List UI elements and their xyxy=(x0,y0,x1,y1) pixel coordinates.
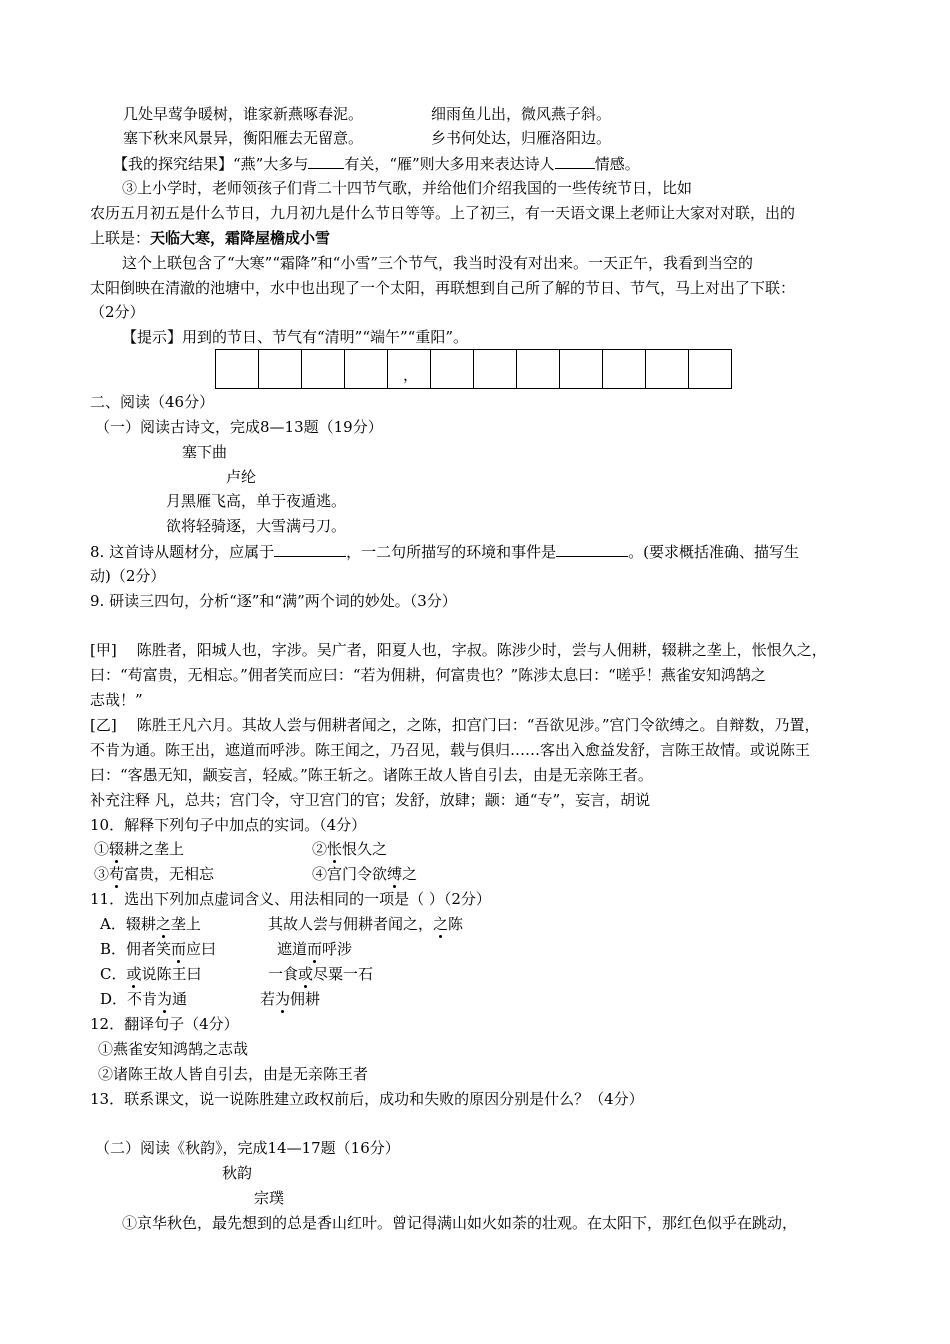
q11-b-cmp-dotted: 而 xyxy=(307,940,323,958)
paragraph-line: 农历五月初五是什么节日，九月初九是什么节日等等。上了初三，有一天语文课上老师让大家对对联，出的 xyxy=(90,204,796,222)
q11-d-cmp-text: 佣耕 xyxy=(290,990,321,1008)
q10-d-num: ④宫门令欲 xyxy=(312,865,388,883)
q8-suffix: 。(要求概括准确、描写生 xyxy=(628,543,799,561)
q11-a-dotted: 之 xyxy=(155,915,171,933)
comma: ， xyxy=(403,366,419,384)
explore-prefix: 【我的探究结果】“燕”大多与 xyxy=(113,155,309,173)
q10-item xyxy=(312,864,417,884)
q12-sentence: ①燕雀安知鸿鹄之志哉 xyxy=(98,1040,249,1058)
hint: 【提示】用到的节日、节气有“清明”“端午”“重阳”。 xyxy=(122,328,469,346)
paragraph-line: 这个上联包含了“大寒”“霜降”和“小雪”三个节气，我当时没有对出来。一天正午，我看到当空的 xyxy=(122,254,754,272)
jia-line: 志哉！” xyxy=(90,691,143,709)
q11-option-d[interactable] xyxy=(100,989,187,1009)
question-8 xyxy=(90,541,799,562)
answer-blank[interactable] xyxy=(308,153,344,169)
q11-d-dotted: 为 xyxy=(157,990,173,1008)
q10-item xyxy=(94,839,184,859)
grid-cell[interactable] xyxy=(216,350,259,388)
q8-prefix: 这首诗从题材分，应属于 xyxy=(104,543,275,561)
q10-a-dotted: 辍 xyxy=(109,840,125,858)
couplet-prefix: 上联是： xyxy=(90,229,151,247)
q11-c-text: 说陈王曰 xyxy=(141,965,202,983)
q11-option-d-compare xyxy=(260,989,320,1009)
essay-title: 秋韵 xyxy=(222,1164,253,1182)
q10-a-num: ① xyxy=(94,840,110,858)
q11-d-cmp-text: 若 xyxy=(260,990,276,1008)
jia-tag: [甲] xyxy=(90,641,117,659)
q11-option-b-compare xyxy=(277,939,352,959)
q10-c-dotted: 苟 xyxy=(109,865,125,883)
couplet-text: 天临大寒，霜降屋檐成小雪 xyxy=(150,229,331,247)
grid-cell[interactable] xyxy=(302,350,345,388)
yi-text: 陈胜王凡六月。其故人尝与佣耕者闻之，之陈，扣宫门曰：“吾欲见涉。”宫门令欲缚之。自辩数，乃置， xyxy=(136,716,820,734)
q8-mid: ，一二句所描写的环境和事件是 xyxy=(346,543,557,561)
q11-option-a-compare xyxy=(268,914,463,934)
q11-c-cmp-dotted: 或 xyxy=(298,965,314,983)
q10-c-rest: 富贵，无相忘 xyxy=(124,865,215,883)
answer-blank[interactable] xyxy=(555,153,595,169)
yi-line: 曰：“客愚无知，颛妄言，轻威。”陈王斩之。诸陈王故人皆自引去，由是无亲陈王者。 xyxy=(90,766,653,784)
q11-b-dotted: 而 xyxy=(171,940,187,958)
q10-b-num: ② xyxy=(312,840,328,858)
q11-c-dotted: 或 xyxy=(126,965,142,983)
answer-blank[interactable] xyxy=(274,541,346,557)
q11-option-b[interactable] xyxy=(100,939,216,959)
essay-paragraph: ①京华秋色，最先想到的总是香山红叶。曾记得满山如火如荼的壮观。在太阳下，那红色似乎在跳动， xyxy=(122,1214,798,1232)
q10-b-rest: 恨久之 xyxy=(342,840,388,858)
q11-option-c[interactable] xyxy=(100,964,202,984)
poem-line: 月黑雁飞高，单于夜遁逃。 xyxy=(166,492,347,510)
grid-cell[interactable] xyxy=(474,350,517,388)
poem-author: 卢纶 xyxy=(226,468,257,486)
q10-a-rest: 耕之垄上 xyxy=(124,840,185,858)
jia-line xyxy=(90,640,827,660)
grid-cell[interactable] xyxy=(345,350,388,388)
q11-a-cmp-text: 其故人尝与佣耕者闻之， xyxy=(268,915,434,933)
explore-mid: 有关，“雁”则大多用来表达诗人 xyxy=(344,155,555,173)
poem-line: 塞下秋来风景异，衡阳雁去无留意。 xyxy=(123,129,364,147)
q8-line2: 动)（2分） xyxy=(90,567,166,585)
q10-b-dotted: 怅 xyxy=(327,840,343,858)
section-title: 二、阅读（46分） xyxy=(90,393,215,411)
couplet-line xyxy=(90,228,330,248)
explore-result xyxy=(113,153,640,174)
score-note: （2分） xyxy=(90,303,145,321)
q11-a-text: A．辍耕 xyxy=(100,915,156,933)
yi-line xyxy=(90,715,820,735)
paragraph-line: ③上小学时，老师领孩子们背二十四节气歌，并给他们介绍我国的一些传统节日，比如 xyxy=(122,179,693,197)
q9-text: 研读三四句，分析“逐”和“满”两个词的妙处。（3分） xyxy=(104,592,457,610)
q11-d-text: D．不肯 xyxy=(100,990,158,1008)
q12-title: 12．翻译句子（4分） xyxy=(90,1015,239,1033)
q11-c-text: C． xyxy=(100,965,127,983)
q11-c-cmp-text: 一食 xyxy=(268,965,299,983)
q10-d-dotted: 缚 xyxy=(387,865,403,883)
q11-b-text: 应曰 xyxy=(186,940,217,958)
grid-cell[interactable] xyxy=(259,350,302,388)
q11-b-cmp-text: 遮道 xyxy=(277,940,308,958)
grid-cell[interactable] xyxy=(646,350,689,388)
q11-d-cmp-dotted: 为 xyxy=(275,990,291,1008)
q11-d-text: 通 xyxy=(172,990,188,1008)
yi-line: 不肯为通。陈王出，遮道而呼涉。陈王闻之，乃召见，载与俱归……客出入愈益发舒，言陈王故情。或说陈王 xyxy=(90,741,811,759)
q11-a-cmp-dotted: 之 xyxy=(433,915,449,933)
poem-title: 塞下曲 xyxy=(182,443,228,461)
poem-line: 几处早莺争暖树，谁家新燕啄春泥。 xyxy=(123,105,364,123)
explore-suffix: 情感。 xyxy=(594,155,640,173)
q11-option-a[interactable] xyxy=(100,914,201,934)
grid-cell[interactable] xyxy=(431,350,474,388)
q10-d-rest: 之 xyxy=(402,865,418,883)
q9-number: 9. xyxy=(90,592,105,610)
annotation: 补充注释 凡，总共；宫门令，守卫宫门的官；发舒，放肆；颛：通“专”，妄言，胡说 xyxy=(90,791,651,809)
grid-cell[interactable] xyxy=(517,350,560,388)
question-9 xyxy=(90,591,457,611)
grid-cell-comma xyxy=(388,350,431,388)
q10-title: 10．解释下列句子中加点的实词。（4分） xyxy=(90,816,367,834)
yi-tag: [乙] xyxy=(90,716,117,734)
poem-line: 乡书何处达，归雁洛阳边。 xyxy=(431,129,612,147)
grid-cell[interactable] xyxy=(603,350,646,388)
grid-cell[interactable] xyxy=(689,350,731,388)
answer-blank[interactable] xyxy=(556,541,628,557)
part-title: （二）阅读《秋韵》，完成14—17题（16分） xyxy=(95,1139,400,1157)
q8-number: 8. xyxy=(90,543,105,561)
part-title: （一）阅读古诗文，完成8—13题（19分） xyxy=(95,418,383,436)
grid-cell[interactable] xyxy=(560,350,603,388)
q11-a-text: 垄上 xyxy=(170,915,201,933)
q12-sentence: ②诸陈王故人皆自引去，由是无亲陈王者 xyxy=(98,1065,369,1083)
q11-a-cmp-text: 陈 xyxy=(448,915,464,933)
paragraph-line: 太阳倒映在清澈的池塘中，水中也出现了一个太阳，再联想到自己所了解的节日、节气，马上对出了下联： xyxy=(90,279,796,297)
q11-c-cmp-text: 尽粟一石 xyxy=(313,965,374,983)
q11-b-cmp-text: 呼涉 xyxy=(322,940,353,958)
jia-line: 曰：“苟富贵，无相忘。”佣者笑而应曰：“若为佣耕，何富贵也？”陈涉太息曰：“嗟乎！燕雀安知鸿鹄之 xyxy=(90,666,766,684)
poem-line: 细雨鱼儿出，微风燕子斜。 xyxy=(431,105,612,123)
q11-title: 11．选出下列加点虚词含义、用法相同的一项是（ ）（2分） xyxy=(90,890,491,908)
q10-item xyxy=(312,839,387,859)
q11-option-c-compare xyxy=(268,964,373,984)
jia-text: 陈胜者，阳城人也，字涉。吴广者，阳夏人也，字叔。陈涉少时，尝与人佣耕，辍耕之垄上，怅恨久之， xyxy=(136,641,827,659)
q13-title: 13．联系课文，说一说陈胜建立政权前后，成功和失败的原因分别是什么？（4分） xyxy=(90,1090,644,1108)
answer-grid[interactable] xyxy=(215,349,732,389)
q11-b-text: B．佣者笑 xyxy=(100,940,172,958)
q10-item xyxy=(94,864,214,884)
poem-line: 欲将轻骑逐，大雪满弓刀。 xyxy=(166,517,347,535)
q10-c-num: ③ xyxy=(94,865,110,883)
essay-author: 宗璞 xyxy=(254,1189,285,1207)
